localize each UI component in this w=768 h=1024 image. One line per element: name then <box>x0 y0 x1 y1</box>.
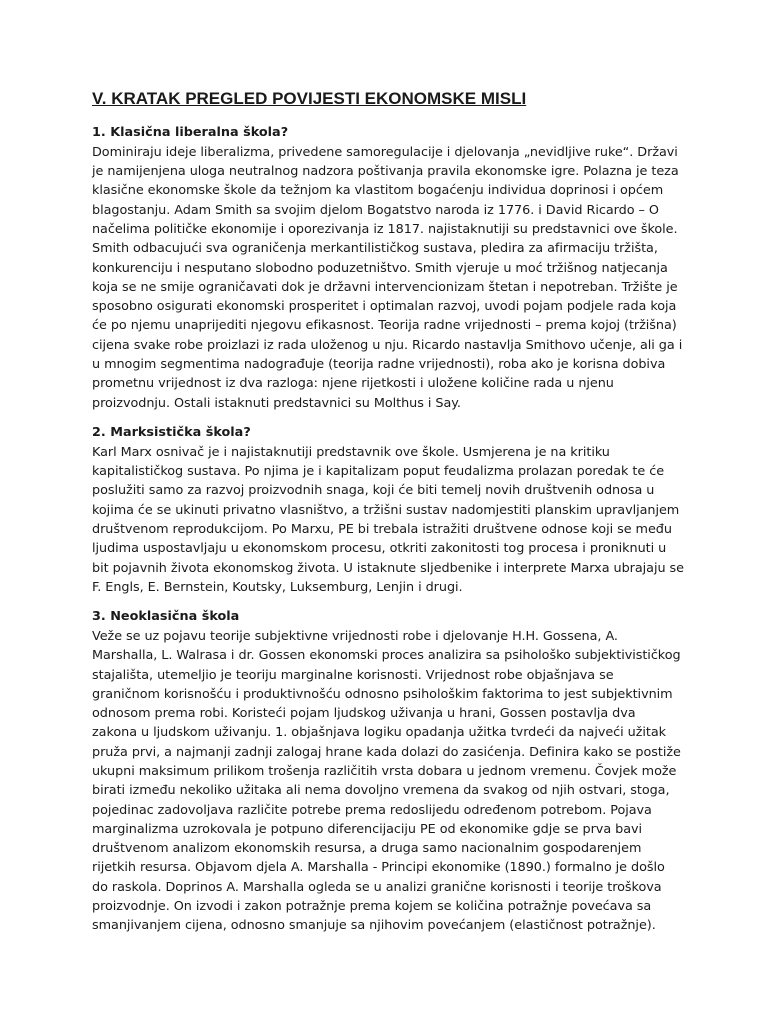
section-paragraph: Karl Marx osnivač je i najistaknutiji predstavnik ove škole. Usmjerena je na kritiku kapitalističkog sustava. Po njima je i kapitalizam poput feudalizma prolazan poredak te će poslužiti samo za razvoj proizvodnih snaga, koji će biti temelj novih društvenih odnosa u kojima će se ukinuti privatno vlasništvo, a tržišni sustav nadomjestiti planskim upravljanjem društvenom reprodukcijom. Po Marxu, PE bi trebala istražiti društvene odnose koji se među ljudima uspostavljaju u ekonomskom procesu, otkriti zakonitosti tog procesa i proniknuti u bit pojavnih života ekonomskog života. U istaknute sljedbenike i interprete Marxa ubrajaju se F. Engls, E. Bernstein, Koutsky, Luksemburg, Lenjin i drugi. <box>92 444 684 595</box>
document-title: V. KRATAK PREGLED POVIJESTI EKONOMSKE MISLI <box>92 89 527 108</box>
section-heading: 3. Neoklasična škola <box>92 609 240 625</box>
section-marxist-school <box>92 424 684 597</box>
section-heading: 2. Marksistička škola? <box>92 424 251 440</box>
section-neoclassical-school <box>92 608 684 936</box>
section-paragraph: Veže se uz pojavu teorije subjektivne vrijednosti robe i djelovanje H.H. Gossena, A. Marshalla, L. Walrasa i dr. Gossen ekonomski proces analizira sa psihološko subjektivističkog stajališta, utemeljio je teoriju marginalne korisnosti. Vrijednost robe objašnjava se graničnom korisnošću i produktivnošću odnosno psihološkim faktorima to jest subjektivnim odnosom prema robi. Koristeći pojam ljudskog uživanja u hrani, Gossen postavlja dva zakona u ljudskom uživanju. 1. objašnjava logiku opadanja užitka tvrdeći da najveći užitak pruža prvi, a najmanji zadnji zalogaj hrane kada dolazi do zasićenja. Definira kako se postiže ukupni maksimum prilikom trošenja različitih vrsta dobara u jednom vremenu. Čovjek može birati između nekoliko užitaka ali nema dovoljno vremena da svakog od njih ostvari, stoga, pojedinac zadovoljava različite potrebe prema redoslijedu određenom potrebom. Pojava marginalizma uzrokovala je potpuno diferencijaciju PE od ekonomike gdje se prva bavi društvenom analizom ekonomskih resursa, a druga samo nacionalnim gospodarenjem rijetkih resursa. Objavom djela A. Marshalla - Principi ekonomike (1890.) formalno je došlo do raskola. Doprinos A. Marshalla ogleda se u analizi granične korisnosti i teorije troškova proizvodnje. On izvodi i zakon potražnje prema kojem se količina potražnje povećava sa smanjivanjem cijena, odnosno smanjuje sa njihovim povećanjem (elastičnost potražnje). <box>92 628 681 934</box>
document-page <box>92 88 684 947</box>
section-heading: 1. Klasična liberalna škola? <box>92 125 289 140</box>
section-classical-liberal-school <box>92 124 684 413</box>
section-paragraph: Dominiraju ideje liberalizma, privedene samoregulacije i djelovanja „nevidljive ruke“. Državi je namijenjena uloga neutralnog nadzora poštivanja pravila ekonomske igre. Polazna je teza klasične ekonomske škole da težnjom ka vlastitom bogaćenju individua doprinosi i općem blagostanju. Adam Smith sa svojim djelom Bogatstvo naroda iz 1776. i David Ricardo – O načelima političke ekonomije i oporezivanja iz 1817. najistaknutiji su predstavnici ove škole. Smith odbacujući sva ograničenja merkantilističkog sustava, pledira za afirmaciju tržišta, konkurenciju i nesputano slobodno poduzetništvo. Smith vjeruje u moć tržišnog natjecanja koja se ne smije ograničavati dok je državni intervencionizam štetan i nepotreban. Tržište je sposobno osigurati ekonomski prosperitet i optimalan razvoj, uvodi pojam podjele rada koja će po njemu unaprijediti njegovu efikasnost. Teorija radne vrijednosti – prema kojoj (tržišna) cijena svake robe proizlazi iz rada uloženog u nju. Ricardo nastavlja Smithovo učenje, ali ga i u mnogim segmentima nadograđuje (teorija radne vrijednosti), roba ako je korisna dobiva prometnu vrijednost iz dva razloga: njene rijetkosti i uložene količine rada u njenu proizvodnju. Ostali istaknuti predstavnici su Molthus i Say. <box>92 144 683 411</box>
